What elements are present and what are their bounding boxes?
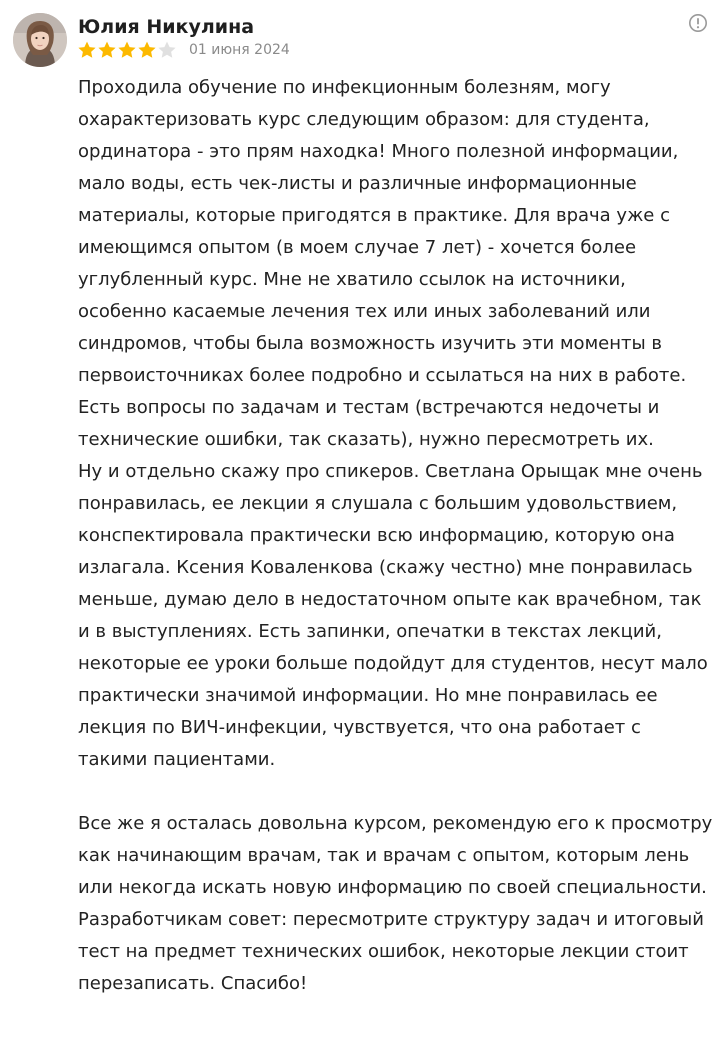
review-date: 01 июня 2024: [189, 42, 290, 58]
star-empty-icon: [157, 40, 177, 60]
star-icon: [117, 40, 137, 60]
review-paragraph: Проходила обучение по инфекционным болезням, могу охарактеризовать курс следующим образом: для студента, ординатора - это прям находка! Много полезной информации, мало воды, есть чек-листы и различные информационные материалы, которые пригодятся в практике. Для врача уже с имеющимся опытом (в моем случае 7 лет) - хочется более углубленный курс. Мне не хватило ссылок на источники, особенно касаемые лечения тех или иных заболеваний или синдромов, чтобы была возможность изучить эти моменты в первоисточниках более подробно и ссылаться на них в работе. Есть вопросы по задачам и тестам (встречаются недочеты и технические ошибки, так сказать), нужно пересмотреть их. Ну и отдельно скажу про спикеров. Светлана Орыщак мне очень понравилась, ее лекции я слушала с большим удовольствием, конспектировала практически всю информацию, которую она излагала. Ксения Коваленкова (скажу честно) мне понравилась меньше, думаю дело в недостаточном опыте как врачебном, так и в выступлениях. Есть запинки, опечатки в текстах лекций, некоторые ее уроки больше подойдут для студентов, несут мало практически значимой информации. Но мне понравилась ее лекция по ВИЧ-инфекции, чувствуется, что она работает с такими пациентами.: [78, 77, 708, 770]
star-icon: [97, 40, 117, 60]
review-paragraph: Все же я осталась довольна курсом, рекомендую его к просмотру как начинающим врачам, так и врачам с опытом, которым лень или некогда искать новую информацию по своей специальности. Разработчикам совет: пересмотрите структуру задач и итоговый тест на предмет технических ошибок, некоторые лекции стоит перезаписать. Спасибо!: [78, 813, 713, 994]
exclamation-circle-icon[interactable]: [688, 13, 708, 33]
star-icon: [77, 40, 97, 60]
rating-stars: [77, 40, 177, 60]
author-name[interactable]: Юлия Никулина: [78, 16, 255, 38]
review-text: [78, 72, 714, 1000]
star-icon: [137, 40, 157, 60]
avatar[interactable]: [13, 13, 67, 67]
